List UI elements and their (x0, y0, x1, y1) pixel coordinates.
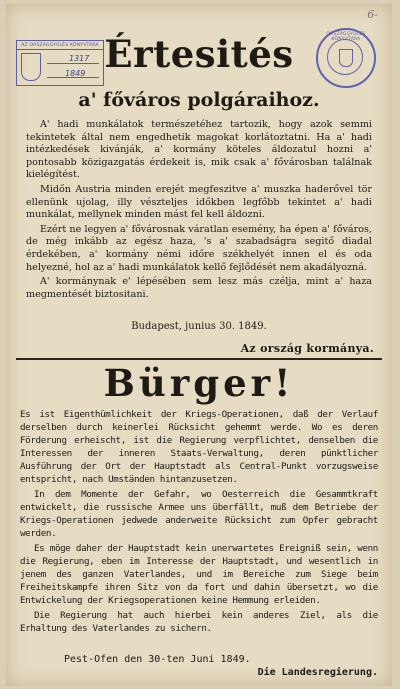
hungarian-date: Budapest, junius 30. 1849. (131, 321, 267, 332)
hungarian-paragraph-2: Midőn Austria minden erejét megfeszitve a' muszka haderővel tör ellenünk ujolag, illy vészteljes időkben legfőbb tekintet a' hadi munkálat, mellynek minden mást fel kell áldozni. (26, 183, 372, 221)
hungarian-title: Értesités (104, 32, 294, 76)
german-title: Bürger! (103, 361, 295, 405)
german-paragraph-1: Es ist Eigenthümlichkeit der Kriegs-Operationen, daß der Verlauf derselben durch keinerlei Rücksicht gehemmt werde. Wo es deren Förderung erheischt, ist die Regierung verpflichtet, denselben die Interessen der inneren Staats-Verwaltung, deren pünktlicher Ausführung der Ort der Hauptstadt als Central-Punkt vorzugsweise entspricht, nach Umständen hintanzusetzen. (20, 409, 378, 485)
handwritten-note: 6- (367, 8, 378, 21)
section-divider (16, 358, 382, 360)
hungarian-signature: Az ország kormánya. (240, 342, 374, 355)
stamp-number-bottom: 1849 (65, 69, 86, 78)
german-paragraph-4: Die Regierung hat auch hierbei kein anderes Ziel, als die Erhaltung des Vaterlandes zu sichern. (20, 610, 378, 634)
german-signature: Die Landesregierung. (257, 667, 378, 678)
hungarian-body (26, 119, 372, 303)
stamp-number-top: 1317 (69, 54, 90, 63)
german-paragraph-3: Es möge daher der Hauptstadt kein unerwartetes Ereigniß sein, wenn die Regierung, eben im Interesse der Hauptstadt, und wesentlich in jenem des ganzen Vaterlandes, und im Bereiche zum Siege beim Freiheitskampfe ihren Sitz von da fort und dahin übersetzt, wo die Entwickelung der Kriegsoperationen keine Hemmung erleiden. (20, 543, 378, 606)
stamp-header: AZ ORSZÁGGYŰLÉS KÖNYVTÁRA (17, 41, 103, 50)
german-date: Pest-Ofen den 30-ten Juni 1849. (64, 654, 251, 665)
poster-sheet (6, 4, 392, 686)
seal-text: ORSZÁGGYŰLÉS KÖNYVTÁRA (326, 32, 366, 42)
hungarian-paragraph-3: Ezért ne legyen a' fővárosnak váratlan esemény, ha épen a' főváros, de még inkább az egész haza, 's a' szabadságra segitő diadal érdekében, a' kormány némi időre székhelyét innen el és oda helyezné, hol az a' hadi munkálatok kellő fejlődését nem akadályozná. (26, 223, 372, 273)
german-body (20, 408, 378, 637)
hungarian-paragraph-4: A' kormánynak e' lépésében sem lesz más czélja, mint a' haza megmentését biztositani. (26, 276, 372, 300)
hungarian-subtitle: a' főváros polgáraihoz. (78, 89, 320, 111)
hungarian-paragraph-1: A' hadi munkálatok természetéhez tartozik, hogy azok semmi tekintetek által nem engedhetik magokat korlátoztatni. Ha a' hadi intézkedések kivánják, a' kormány köteles áldozatul hozni a' pontosabb közigazgatás érdekeit is, mik csak a' fővárosban találnak kielégítést. (26, 119, 372, 181)
german-paragraph-2: In dem Momente der Gefahr, wo Oesterreich die Gesammtkraft entwickelt, die russische Armee uns überfällt, muß dem Betriebe der Kriegs-Operationen jedwede anderweite Rücksicht zum Opfer gebracht werden. (20, 489, 378, 539)
